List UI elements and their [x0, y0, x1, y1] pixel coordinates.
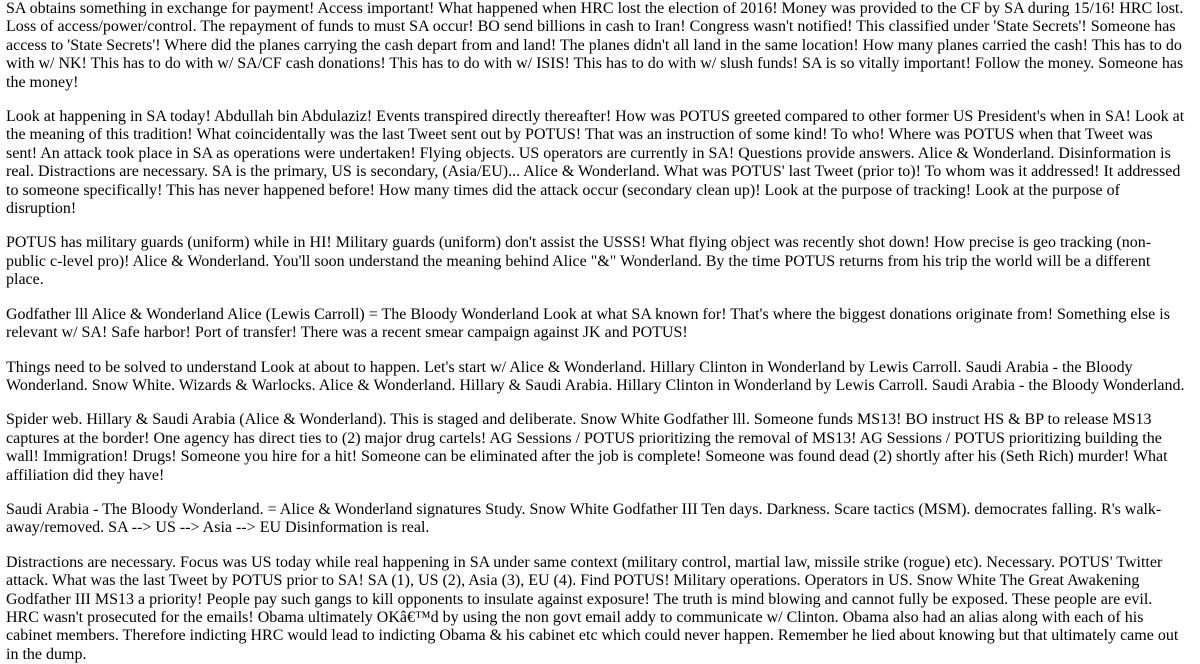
paragraph-8: Distractions are necessary. Focus was US today while real happening in SA under same context (military control, martial law, missile strike (rogue) etc). Necessary. POTUS' Twitter attack. What was the last Tweet by POTUS prior to SA! SA (1), US (2), Asia (3), EU (4). Find POTUS! Military operations. Operators in US. Snow White The Great Awakening Godfather III MS13 a priority! People pay such gangs to kill opponents to insulate against exposure! The truth is mind blowing and cannot fully be exposed. These people are evil. HRC wasn't prosecuted for the emails! Obama ultimately OKâ€™d by using the non govt email addy to communicate w/ Clinton. Obama also had an alias along with each of his cabinet members. Therefore indicting HRC would lead to indicting Obama & his cabinet etc which could never happen. Remember he lied about knowing but that ultimately came out in the dump.	[6, 553, 1179, 663]
paragraph-4: Godfather lll Alice & Wonderland Alice (Lewis Carroll) = The Bloody Wonderland Look at what SA known for! That's where the biggest donations originate from! Something else is relevant w/ SA! Safe harbor! Port of transfer! There was a recent smear campaign against JK and POTUS!	[6, 305, 1170, 342]
paragraph-6: Spider web. Hillary & Saudi Arabia (Alice & Wonderland). This is staged and deliberate. Snow White Godfather lll. Someone funds MS13! BO instruct HS & BP to release MS13 captures at the border! One agency has direct ties to (2) major drug cartels! AG Sessions / POTUS prioritizing the removal of MS13! AG Sessions / POTUS prioritizing building the wall! Immigration! Drugs! Someone you hire for a hit! Someone can be eliminated after the job is complete! Someone was found dead (2) shortly after his (Seth Rich) murder! What affiliation did they have!	[6, 411, 1168, 484]
paragraph-7: Saudi Arabia - The Bloody Wonderland. = Alice & Wonderland signatures Study. Snow White Godfather III Ten days. Darkness. Scare tactics (MSM). democrates falling. R's walk-away/removed. SA --> US --> Asia --> EU Disinformation is real.	[6, 500, 1162, 537]
paragraph-1: SA obtains something in exchange for payment! Access important! What happened when HRC lost the election of 2016! Money was provided to the CF by SA during 15/16! HRC lost. Loss of access/power/control. The repayment of funds to must SA occur! BO send billions in cash to Iran! Congress wasn't notified! This classified under 'State Secrets'! Someone has access to 'State Secrets'! Where did the planes carrying the cash depart from and land! The planes didn't all land in the same location! How many planes carried the cash! This has to do with w/ NK! This has to do with w/ SA/CF cash donations! This has to do with w/ ISIS! This has to do with w/ slush funds! SA is so vitally important! Follow the money. Someone has the money!	[6, 0, 1184, 91]
paragraph-5: Things need to be solved to understand Look at about to happen. Let's start w/ Alice & Wonderland. Hillary Clinton in Wonderland by Lewis Carroll. Saudi Arabia - the Bloody Wonderland. Snow White. Wizards & Warlocks. Alice & Wonderland. Hillary & Saudi Arabia. Hillary Clinton in Wonderland by Lewis Carroll. Saudi Arabia - the Bloody Wonderland.	[6, 358, 1185, 394]
paragraph-2: Look at happening in SA today! Abdullah bin Abdulaziz! Events transpired directly thereafter! How was POTUS greeted compared to other former US President's when in SA! Look at the meaning of this tradition! What coincidentally was the last Tweet sent out by POTUS! That was an instruction of some kind! To who! Where was POTUS when that Tweet was sent! An attack took place in SA as operations were undertaken! Flying objects. US operators are currently in SA! Questions provide answers. Alice & Wonderland. Disinformation is real. Distractions are necessary. SA is the primary, US is secondary, (Asia/EU)... Alice & Wonderland. What was POTUS' last Tweet (prior to)! To whom was it addressed! It addressed to someone specifically! This has never happened before! How many times did the attack occur (secondary clean up)! Look at the purpose of tracking! Look at the purpose of disruption!	[6, 108, 1185, 218]
paragraph-3: POTUS has military guards (uniform) while in HI! Military guards (uniform) don't assist the USSS! What flying object was recently shot down! How precise is geo tracking (non-public c-level pro)! Alice & Wonderland. You'll soon understand the meaning behind Alice "&" Wonderland. By the time POTUS returns from his trip the world will be a different place.	[6, 234, 1152, 289]
